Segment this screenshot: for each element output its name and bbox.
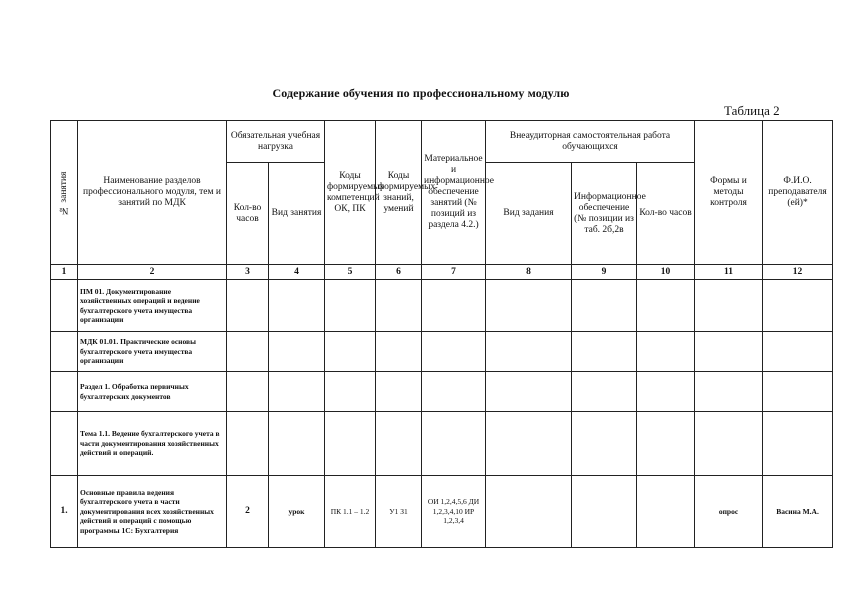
- lesson-hours: 2: [227, 476, 269, 548]
- lesson-control: опрос: [695, 476, 763, 548]
- lesson-competences: ПК 1.1 – 1.2: [325, 476, 376, 548]
- lesson-teacher: Васина М.А.: [763, 476, 833, 548]
- col-number: 5: [325, 265, 376, 280]
- header-self-hours: Кол-во часов: [637, 163, 695, 265]
- table-row: [51, 476, 833, 548]
- module-title: ПМ 01. Документирование хозяйственных операций и ведение бухгалтерского учета имущества организации: [78, 280, 227, 332]
- page-title: Содержание обучения по профессиональному модулю: [272, 86, 570, 100]
- col-number: 12: [763, 265, 833, 280]
- lesson-number: 1.: [51, 476, 78, 548]
- col-number: 1: [51, 265, 78, 280]
- lesson-type: урок: [269, 476, 325, 548]
- section-title: Раздел 1. Обработка первичных бухгалтерских документов: [78, 372, 227, 412]
- header-materials: Материальное и информационное обеспечение занятий (№ позиций из раздела 4.2.): [422, 121, 486, 265]
- header-task-type: Вид задания: [486, 163, 572, 265]
- header-teacher: Ф.И.О. преподавателя (ей)*: [763, 121, 833, 265]
- mdk-title: МДК 01.01. Практические основы бухгалтерского учета имущества организации: [78, 332, 227, 372]
- header-lesson-number: № занятия: [51, 121, 78, 265]
- col-number: 6: [376, 265, 422, 280]
- lesson-skills: У1 З1: [376, 476, 422, 548]
- col-number: 10: [637, 265, 695, 280]
- col-number: 4: [269, 265, 325, 280]
- header-mandatory-load: Обязательная учебная нагрузка: [227, 121, 325, 163]
- header-competence-codes: Коды формируемых компетенций ОК, ПК: [325, 121, 376, 265]
- col-number: 11: [695, 265, 763, 280]
- table-row: [51, 332, 833, 372]
- header-lesson-type: Вид занятия: [269, 163, 325, 265]
- col-number: 8: [486, 265, 572, 280]
- col-number: 9: [572, 265, 637, 280]
- header-skill-codes: Коды формируемых знаний, умений: [376, 121, 422, 265]
- table-row: [51, 280, 833, 332]
- topic-title: Тема 1.1. Ведение бухгалтерского учета в части документирования хозяйственных действий и операций.: [78, 412, 227, 476]
- col-number: 3: [227, 265, 269, 280]
- header-info-support: Информационное обеспечение (№ позиции из таб. 2б,2в: [572, 163, 637, 265]
- header-section-name: Наименование разделов профессионального модуля, тем и занятий по МДК: [78, 121, 227, 265]
- col-number: 2: [78, 265, 227, 280]
- lesson-name: Основные правила ведения бухгалтерского учета в части документирования всех хозяйственных действий и операций с помощью программы 1С: Бухгалтерия: [78, 476, 227, 548]
- table-label: Таблица 2: [724, 103, 780, 118]
- content-table: [50, 120, 833, 548]
- table-row: [51, 372, 833, 412]
- header-control-forms: Формы и методы контроля: [695, 121, 763, 265]
- table-row: [51, 412, 833, 476]
- header-independent-work: Внеаудиторная самостоятельная работа обучающихся: [486, 121, 695, 163]
- lesson-materials: ОИ 1,2,4,5,6 ДИ 1,2,3,4,10 ИР 1,2,3,4: [422, 476, 486, 548]
- header-hours: Кол-во часов: [227, 163, 269, 265]
- col-number: 7: [422, 265, 486, 280]
